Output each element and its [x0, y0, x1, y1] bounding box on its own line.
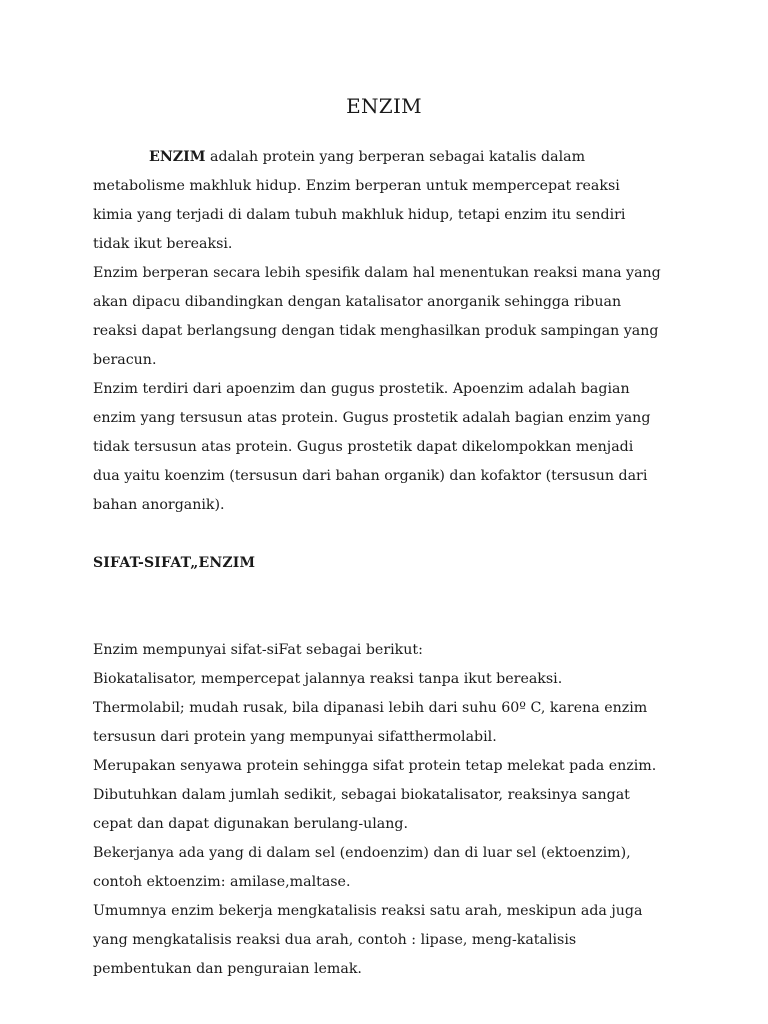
intro-paragraph — [93, 143, 675, 172]
paragraph-3-line: bahan anorganik). — [93, 497, 225, 513]
paragraph-3-line: enzim yang tersusun atas protein. Gugus prostetik adalah bagian enzim yang — [93, 410, 651, 426]
page-title: ENZIM — [346, 94, 422, 118]
sifat-item-line: Bekerjanya ada yang di dalam sel (endoenzim) dan di luar sel (ektoenzim), — [93, 845, 631, 861]
section-heading: SIFAT-SIFAT„ENZIM — [93, 555, 256, 571]
sifat-item-line: tersusun dari protein yang mempunyai sifatthermolabil. — [93, 729, 497, 745]
paragraph-2-line: beracun. — [93, 352, 157, 368]
sifat-item-line: cepat dan dapat digunakan berulang-ulang. — [93, 816, 408, 832]
intro-line: adalah protein yang berperan sebagai katalis dalam — [205, 149, 586, 165]
paragraph-2-line: akan dipacu dibandingkan dengan katalisator anorganik sehingga ribuan — [93, 294, 622, 310]
sifat-item-line: Biokatalisator, mempercepat jalannya reaksi tanpa ikut bereaksi. — [93, 671, 563, 687]
intro-line: kimia yang terjadi di dalam tubuh makhluk hidup, tetapi enzim itu sendiri — [93, 207, 626, 223]
paragraph-3-line: Enzim terdiri dari apoenzim dan gugus prostetik. Apoenzim adalah bagian — [93, 381, 630, 397]
sifat-intro: Enzim mempunyai sifat-siFat sebagai berikut: — [93, 642, 423, 658]
sifat-item-line: Dibutuhkan dalam jumlah sedikit, sebagai biokatalisator, reaksinya sangat — [93, 787, 630, 803]
intro-line: metabolisme makhluk hidup. Enzim berperan untuk mempercepat reaksi — [93, 178, 620, 194]
paragraph-3-line: dua yaitu koenzim (tersusun dari bahan organik) dan kofaktor (tersusun dari — [93, 468, 648, 484]
sifat-item-line: Merupakan senyawa protein sehingga sifat protein tetap melekat pada enzim. — [93, 758, 657, 774]
sifat-item-line: Thermolabil; mudah rusak, bila dipanasi lebih dari suhu 60º C, karena enzim — [93, 700, 648, 716]
sifat-item-line: pembentukan dan penguraian lemak. — [93, 961, 362, 977]
paragraph-2-line: Enzim berperan secara lebih spesifik dalam hal menentukan reaksi mana yang — [93, 265, 661, 281]
paragraph-3-line: tidak tersusun atas protein. Gugus prostetik dapat dikelompokkan menjadi — [93, 439, 634, 455]
document-body — [93, 143, 675, 984]
sifat-item-line: contoh ektoenzim: amilase,maltase. — [93, 874, 351, 890]
sifat-item-line: yang mengkatalisis reaksi dua arah, contoh : lipase, meng-katalisis — [93, 932, 577, 948]
sifat-item-line: Umumnya enzim bekerja mengkatalisis reaksi satu arah, meskipun ada juga — [93, 903, 643, 919]
intro-bold-term: ENZIM — [149, 149, 206, 165]
paragraph-2-line: reaksi dapat berlangsung dengan tidak menghasilkan produk sampingan yang — [93, 323, 659, 339]
intro-line: tidak ikut bereaksi. — [93, 236, 233, 252]
